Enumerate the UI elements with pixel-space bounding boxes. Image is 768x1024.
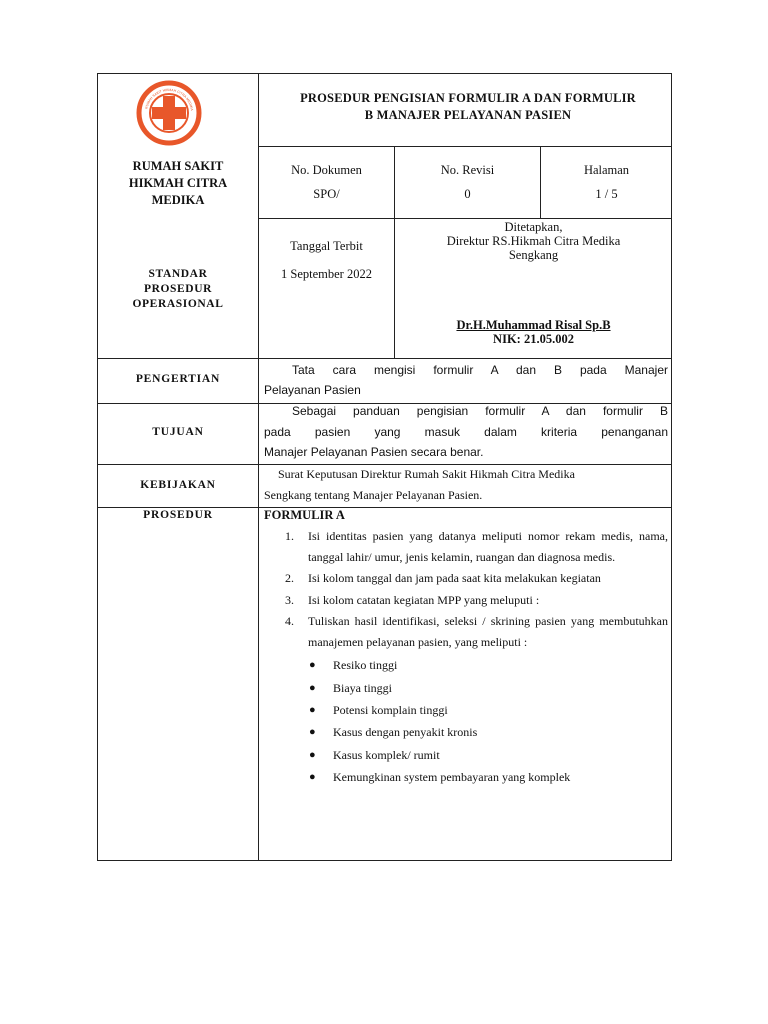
tujuan-line-2: pada pasien yang masuk dalam kriteria penanganan	[264, 424, 668, 439]
no-revisi-cell	[395, 158, 540, 206]
step-number: 3.	[285, 592, 294, 607]
kebijakan-line-1: Surat Keputusan Direktur Rumah Sakit Hikmah Citra Medika	[278, 467, 575, 481]
divider-header	[258, 146, 672, 147]
sop-document	[97, 73, 672, 861]
no-dokumen-cell	[259, 158, 394, 206]
step-text: Isi identitas pasien yang datanya meliputi nomor rekam medis, nama, tanggal lahir/ umur, jenis kelamin, ruangan dan diagnosa medis.	[308, 529, 668, 565]
prosedur-label: PROSEDUR	[143, 509, 213, 521]
step-number: 1.	[285, 529, 294, 543]
bullet-icon: ●	[309, 681, 316, 694]
bullet-text: Resiko tinggi	[333, 658, 398, 673]
ditetapkan-cell	[395, 220, 672, 262]
step-text: Isi kolom tanggal dan jam pada saat kita melakukan kegiatan	[308, 571, 601, 586]
pengertian-line-2: Pelayanan Pasien	[264, 383, 361, 397]
halaman-cell	[541, 158, 672, 206]
bullet-item	[264, 677, 668, 699]
pengertian-line-1: Tata cara mengisi formulir A dan B pada Manajer	[292, 363, 668, 377]
step-number: 4.	[285, 613, 294, 628]
no-dokumen-value: SPO/	[313, 187, 340, 201]
list-item	[264, 526, 668, 568]
bullet-text: Biaya tinggi	[333, 680, 392, 695]
kebijakan-label: KEBIJAKAN	[140, 479, 216, 491]
pengertian-label: PENGERTIAN	[135, 373, 221, 385]
document-title	[263, 90, 673, 124]
sop-line-2: PROSEDUR	[143, 283, 213, 295]
hospital-name	[98, 158, 258, 209]
kebijakan-line-2: Sengkang tentang Manajer Pelayanan Pasien.	[264, 488, 483, 502]
sop-line-1: STANDAR	[148, 268, 208, 280]
bullet-item	[264, 744, 668, 766]
hospital-logo	[135, 79, 203, 147]
bullet-icon: ●	[309, 659, 316, 672]
bullet-icon: ●	[309, 726, 316, 739]
logo-text: RUMAH SAKIT HIKMAH CITRA MEDIKA	[144, 87, 194, 111]
list-item	[264, 590, 668, 611]
step-text: Tuliskan hasil identifikasi, seleksi / skrining pasien yang membutuhkan manajemen pelayanan pasien, yang meliputi :	[308, 613, 668, 650]
tanggal-terbit-value: 1 September 2022	[281, 267, 372, 281]
divider-docinfo	[258, 218, 672, 219]
step-text: Isi kolom catatan kegiatan MPP yang meluputi :	[308, 592, 540, 607]
kebijakan-text	[264, 464, 668, 506]
title-line-2: B MANAJER PELAYANAN PASIEN	[364, 108, 572, 122]
bullet-text: Potensi komplain tinggi	[333, 703, 448, 718]
bullet-item	[264, 654, 668, 676]
bullet-icon: ●	[309, 771, 316, 784]
direktur-label: Direktur RS.Hikmah Citra Medika	[446, 234, 621, 248]
signatory-nik: NIK: 21.05.002	[493, 332, 574, 346]
tanggal-terbit-cell	[259, 232, 394, 288]
tujuan-line-1: Sebagai panduan pengisian formulir A dan formulir B	[292, 404, 668, 418]
hospital-line-2: HIKMAH CITRA	[128, 176, 228, 190]
signatory	[395, 318, 672, 346]
pengertian-text	[264, 360, 668, 400]
prosedur-content	[264, 510, 668, 789]
sop-line-3: OPERASIONAL	[132, 298, 224, 310]
tujuan-label: TUJUAN	[152, 426, 204, 438]
no-revisi-value: 0	[464, 187, 471, 201]
formulir-a-heading: FORMULIR A	[264, 508, 345, 522]
signatory-name: Dr.H.Muhammad Risal Sp.B	[456, 318, 611, 332]
bullet-item	[264, 766, 668, 788]
tanggal-terbit-label: Tanggal Terbit	[290, 239, 363, 253]
sop-label	[98, 267, 258, 312]
bullet-text: Kasus dengan penyakit kronis	[333, 725, 478, 740]
title-line-1: PROSEDUR PENGISIAN FORMULIR A DAN FORMULIR	[300, 91, 636, 105]
list-item	[264, 611, 668, 653]
bullet-icon: ●	[309, 748, 316, 761]
halaman-value: 1 / 5	[595, 187, 618, 201]
divider-sop-bottom	[98, 358, 672, 359]
bullet-icon: ●	[309, 704, 316, 717]
step-number: 2.	[285, 571, 294, 586]
bullet-text: Kemungkinan system pembayaran yang komplek	[333, 770, 571, 785]
criteria-list	[264, 654, 668, 788]
tujuan-text	[264, 401, 668, 463]
prosedur-steps	[264, 526, 668, 653]
hospital-line-1: RUMAH SAKIT	[132, 159, 224, 173]
no-revisi-label: No. Revisi	[440, 163, 495, 177]
tujuan-line-3: Manajer Pelayanan Pasien secara benar.	[264, 445, 484, 459]
bullet-item	[264, 699, 668, 721]
halaman-label: Halaman	[583, 163, 630, 177]
ditetapkan-label: Ditetapkan,	[504, 220, 563, 234]
no-dokumen-label: No. Dokumen	[291, 163, 362, 177]
bullet-item	[264, 721, 668, 743]
bullet-text: Kasus komplek/ rumit	[333, 747, 440, 762]
kota-label: Sengkang	[508, 248, 559, 262]
hospital-line-3: MEDIKA	[151, 193, 205, 207]
list-item	[264, 568, 668, 589]
